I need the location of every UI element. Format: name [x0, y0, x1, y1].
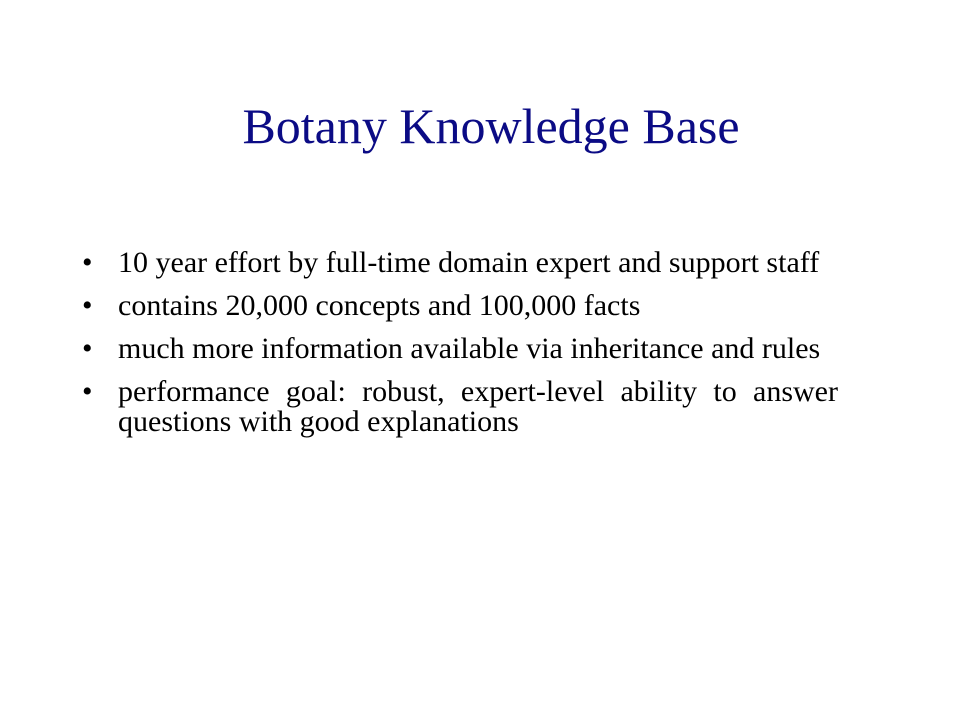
bullet-item-effort: [78, 248, 838, 278]
bullet-icon: •: [82, 375, 93, 408]
bullet-list: [78, 248, 838, 450]
bullet-item-concepts: [78, 291, 838, 321]
bullet-text: performance goal: robust, expert-level ability to answer questions with good explanations: [118, 375, 838, 438]
bullet-icon: •: [82, 289, 93, 322]
bullet-text: 10 year effort by full-time domain expert and support staff: [118, 246, 820, 279]
bullet-icon: •: [82, 246, 93, 279]
bullet-text: contains 20,000 concepts and 100,000 facts: [118, 289, 641, 322]
bullet-item-performance-goal: [78, 377, 838, 437]
bullet-icon: •: [82, 332, 93, 365]
slide-title: Botany Knowledge Base: [242, 98, 740, 154]
bullet-text: much more information available via inheritance and rules: [118, 332, 821, 365]
bullet-item-inheritance: [78, 334, 838, 364]
